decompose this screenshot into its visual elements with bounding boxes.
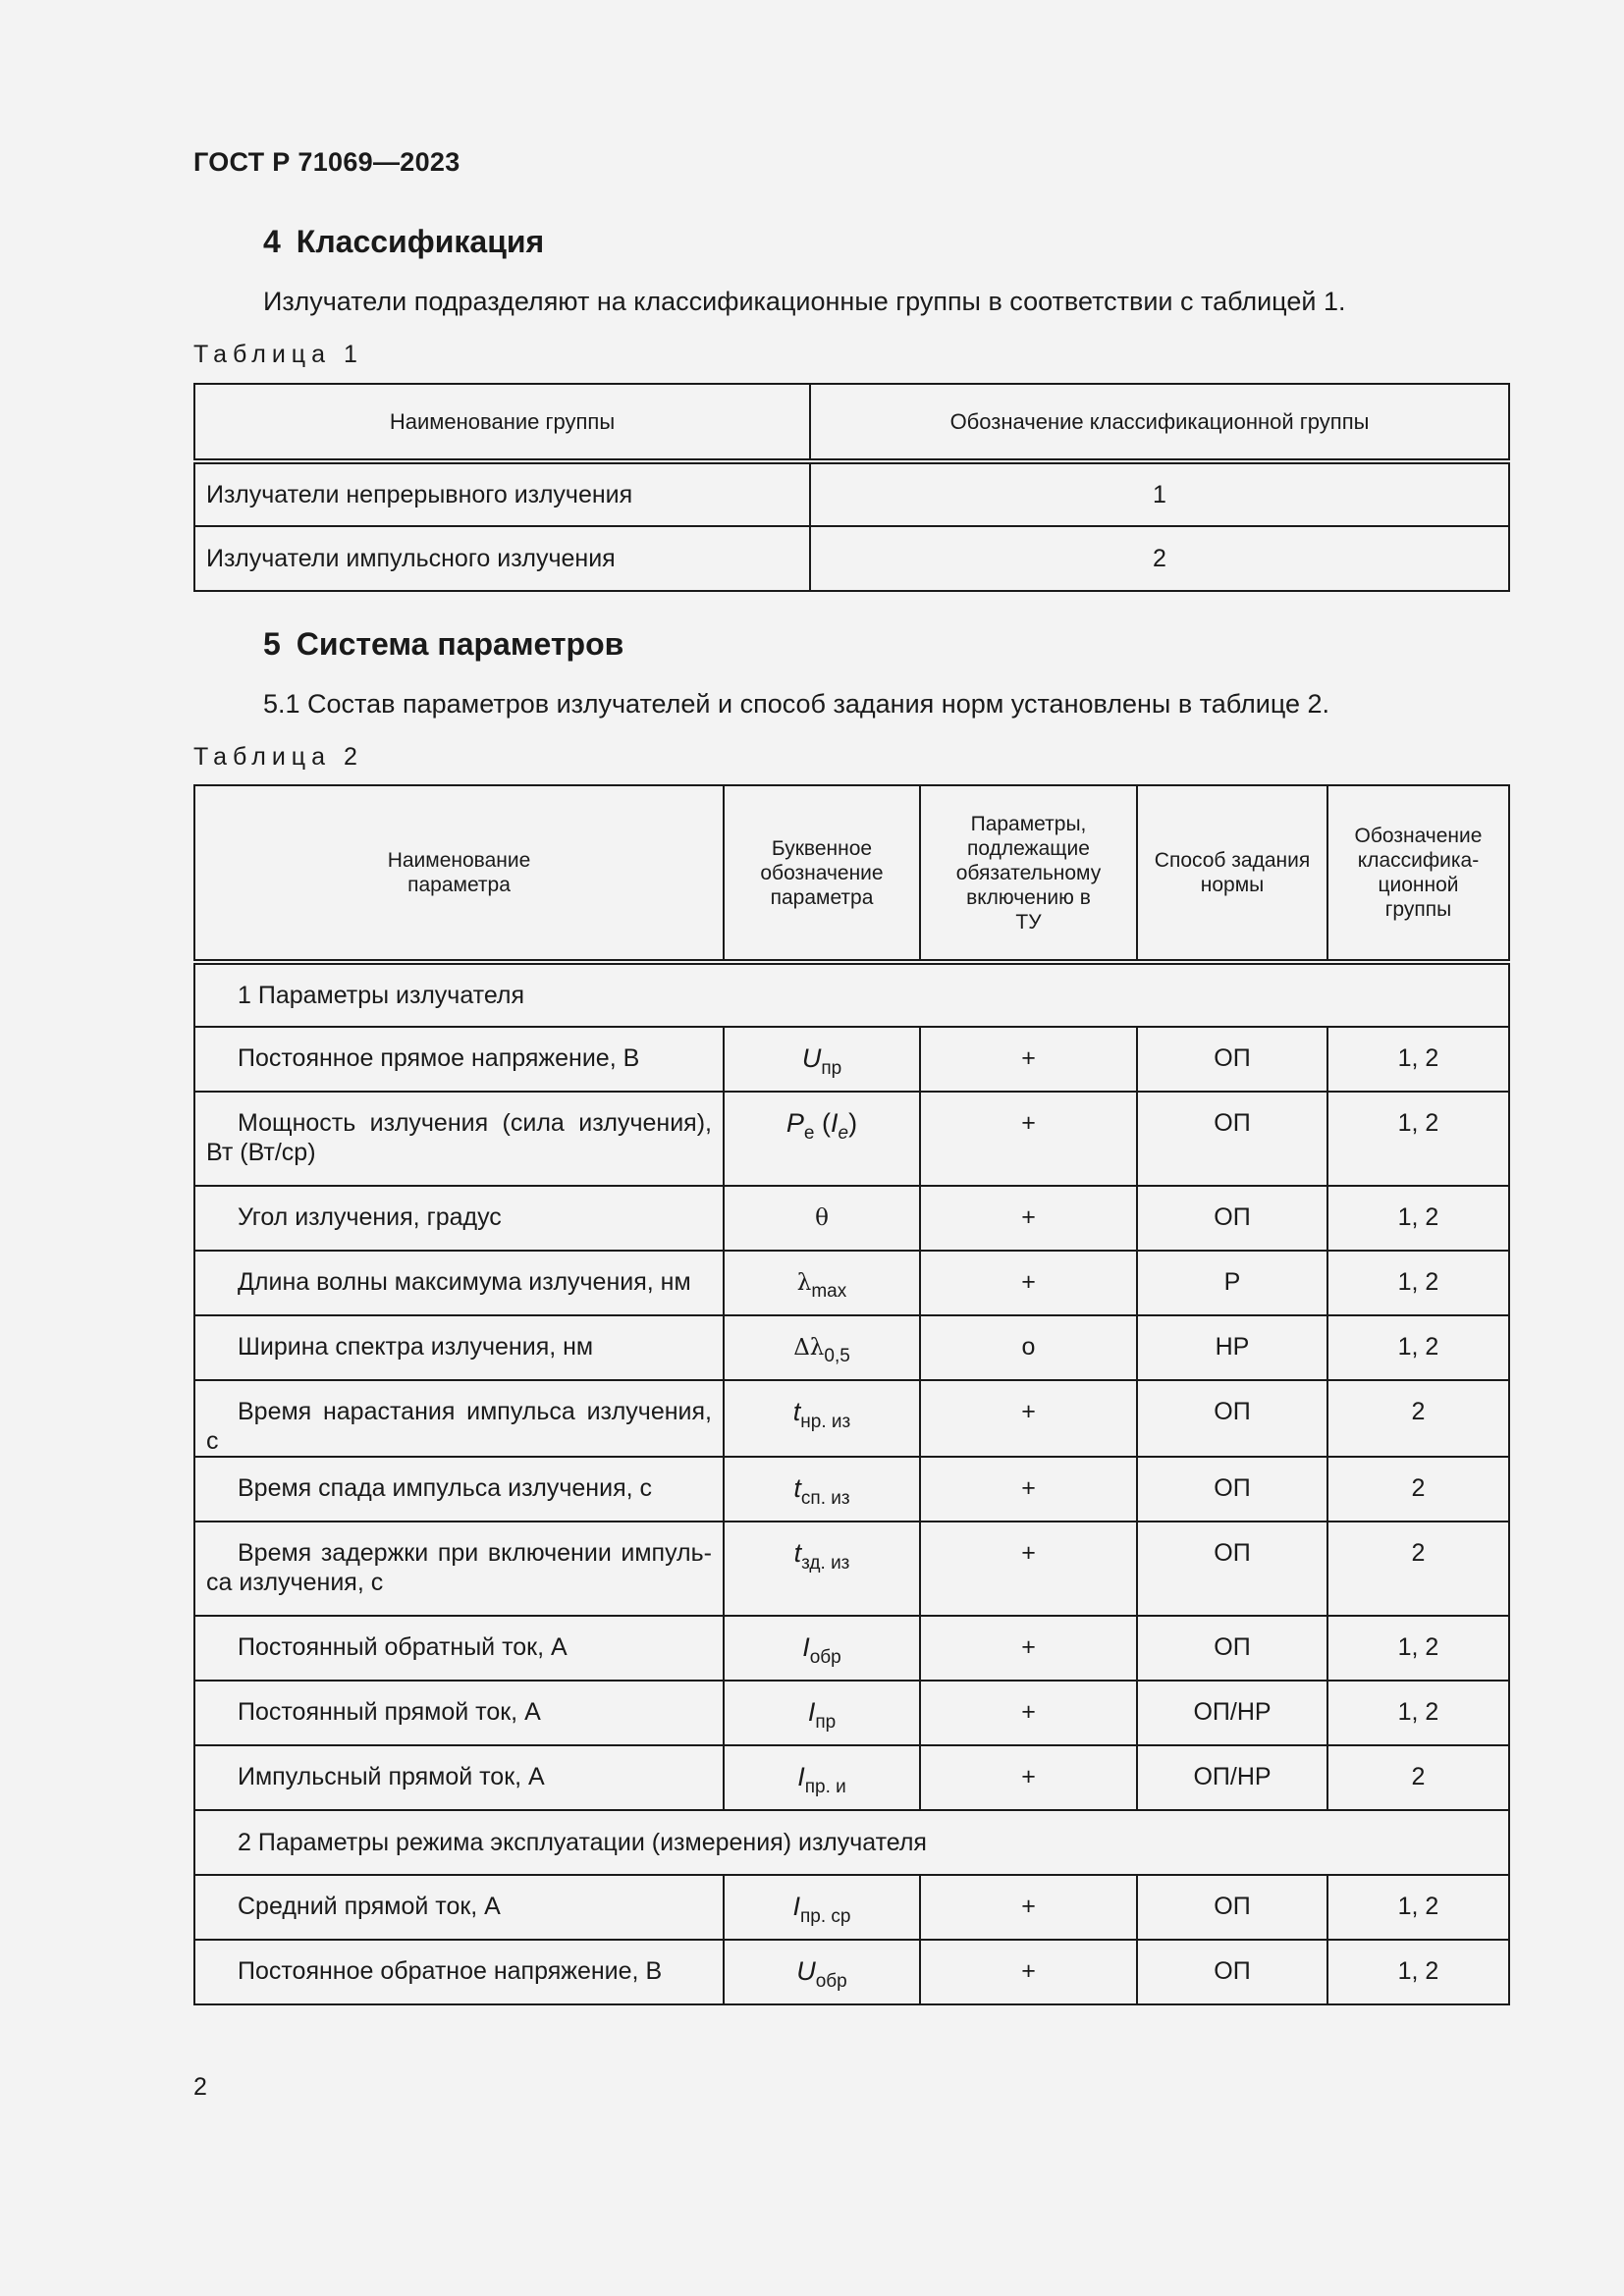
table-header-row <box>194 384 1509 461</box>
symbol-letter <box>801 1043 842 1079</box>
param-symbol <box>725 1252 919 1307</box>
page-number: 2 <box>193 2073 207 2101</box>
table-row <box>194 1092 1509 1186</box>
param-name: Время задержки при включении импуль-са излучения, с <box>206 1539 712 1596</box>
table-row <box>194 1875 1509 1940</box>
header-text: Способ задания нормы <box>1154 849 1311 896</box>
param-name-cell <box>194 1251 724 1315</box>
param-name: Мощность излучения (сила излучения), Вт (Вт/ср) <box>206 1109 712 1166</box>
param-name-cell <box>194 1027 724 1092</box>
param-name-cell <box>194 1745 724 1810</box>
symbol-letter <box>802 1632 841 1668</box>
param-symbol <box>725 1522 919 1578</box>
group-cell <box>1327 1315 1509 1380</box>
norm-method: ОП <box>1214 1633 1251 1661</box>
symbol-subscript: пр <box>815 1712 837 1733</box>
table2-caption: Таблица 2 <box>193 743 363 771</box>
param-name: Угол излучения, градус <box>238 1203 502 1231</box>
required-cell <box>920 1027 1137 1092</box>
method-cell <box>1137 1522 1327 1616</box>
symbol-letter <box>797 1762 846 1797</box>
group-name-cell: Излучатели импульсного излучения <box>194 526 810 591</box>
required-mark: + <box>1021 1698 1036 1726</box>
group-cell <box>1327 1092 1509 1186</box>
classification-group: 2 <box>1411 1763 1426 1790</box>
param-symbol-cell <box>724 1457 920 1522</box>
table-row <box>194 1681 1509 1745</box>
symbol-letter <box>785 1108 815 1144</box>
required-mark: + <box>1021 1763 1036 1790</box>
method-cell <box>1137 1315 1327 1380</box>
method-cell <box>1137 1457 1327 1522</box>
required-cell <box>920 1457 1137 1522</box>
required-cell <box>920 1380 1137 1457</box>
param-name-cell <box>194 1875 724 1940</box>
header-cell <box>1327 785 1509 962</box>
param-name: Средний прямой ток, А <box>238 1893 501 1920</box>
required-cell <box>920 1522 1137 1616</box>
param-symbol <box>725 1381 919 1437</box>
symbol-main: U <box>796 1956 816 1986</box>
symbol-subscript: пр. и <box>804 1777 846 1797</box>
method-cell <box>1137 1092 1327 1186</box>
symbol-subscript: обр <box>809 1647 841 1668</box>
param-symbol <box>725 1187 919 1233</box>
classification-group: 1, 2 <box>1397 1268 1439 1296</box>
param-symbol-cell <box>724 1092 920 1186</box>
param-symbol-cell <box>724 1186 920 1251</box>
required-mark: + <box>1021 1957 1036 1985</box>
table-row <box>194 1940 1509 2004</box>
param-symbol <box>725 1746 919 1802</box>
symbol-letter <box>807 1697 837 1733</box>
norm-method: ОП <box>1214 1398 1251 1425</box>
group-cell <box>1327 1875 1509 1940</box>
header-text: Наименование параметра <box>387 849 531 896</box>
section-number: 5 <box>263 626 281 662</box>
table-row <box>194 1522 1509 1616</box>
symbol-subscript: пр <box>821 1058 842 1079</box>
section-heading-4 <box>263 224 544 260</box>
group-cell <box>1327 1940 1509 2004</box>
param-symbol-cell <box>724 1380 920 1457</box>
table-row <box>194 526 1509 591</box>
required-mark: + <box>1021 1109 1036 1137</box>
table-row <box>194 1457 1509 1522</box>
param-name-cell <box>194 1522 724 1616</box>
group-title-cell <box>194 962 1509 1027</box>
method-cell <box>1137 1940 1327 2004</box>
required-cell <box>920 1681 1137 1745</box>
table-row <box>194 1027 1509 1092</box>
param-name-cell <box>194 1315 724 1380</box>
param-symbol <box>725 1617 919 1673</box>
symbol-main: I <box>797 1762 805 1791</box>
group-cell <box>1327 1186 1509 1251</box>
table-row <box>194 1745 1509 1810</box>
symbol-letter <box>793 1335 850 1366</box>
norm-method: ОП <box>1214 1203 1251 1231</box>
section-heading-5 <box>263 626 623 663</box>
norm-method: ОП <box>1214 1957 1251 1985</box>
required-cell <box>920 1092 1137 1186</box>
required-mark: о <box>1021 1333 1036 1361</box>
header-cell <box>724 785 920 962</box>
param-symbol-cell <box>724 1745 920 1810</box>
classification-group: 1, 2 <box>1397 1044 1439 1072</box>
classification-group: 1, 2 <box>1397 1893 1439 1920</box>
symbol-subscript: e <box>838 1123 849 1144</box>
group-title: 2 Параметры режима эксплуатации (измерения) излучателя <box>238 1829 927 1856</box>
required-cell <box>920 1315 1137 1380</box>
group-title: 1 Параметры излучателя <box>238 982 525 1009</box>
header-cell: Обозначение классификационной группы <box>810 384 1509 461</box>
symbol-secondary: $(I_e)$ <box>814 1108 858 1144</box>
method-cell <box>1137 1875 1327 1940</box>
table-row <box>194 1186 1509 1251</box>
required-mark: + <box>1021 1474 1036 1502</box>
header-text: Параметры, подлежащие обязательному включению в ТУ <box>955 812 1102 934</box>
classification-group: 1, 2 <box>1397 1109 1439 1137</box>
table1-caption: Таблица 1 <box>193 341 363 368</box>
param-symbol-cell <box>724 1027 920 1092</box>
param-name: Время спада импульса излучения, с <box>238 1474 652 1502</box>
param-name-cell <box>194 1186 724 1251</box>
paragraph-parameters: 5.1 Состав параметров излучателей и способ задания норм установлены в таблице 2. <box>263 689 1330 719</box>
param-symbol-cell <box>724 1875 920 1940</box>
group-cell <box>1327 1616 1509 1681</box>
group-cell <box>1327 1522 1509 1616</box>
required-cell <box>920 1616 1137 1681</box>
symbol-subscript: зд. из <box>801 1553 850 1574</box>
norm-method: ОП <box>1214 1109 1251 1137</box>
symbol-letter <box>815 1205 829 1231</box>
norm-method: Р <box>1223 1268 1241 1296</box>
norm-method: ОП <box>1214 1893 1251 1920</box>
norm-method: ОП <box>1214 1474 1251 1502</box>
symbol-main: t <box>793 1473 801 1503</box>
table-group-row <box>194 962 1509 1027</box>
required-cell <box>920 1186 1137 1251</box>
param-name: Длина волны максимума излучения, нм <box>238 1268 691 1296</box>
method-cell <box>1137 1681 1327 1745</box>
group-title-cell <box>194 1810 1509 1875</box>
group-code-cell: 2 <box>810 526 1509 591</box>
classification-group: 1, 2 <box>1397 1957 1439 1985</box>
group-code-cell: 1 <box>810 461 1509 526</box>
param-name: Постоянный обратный ток, А <box>238 1633 568 1661</box>
symbol-main: θ <box>815 1205 829 1231</box>
param-symbol <box>725 1028 919 1084</box>
method-cell <box>1137 1380 1327 1457</box>
param-name: Постоянное обратное напряжение, В <box>238 1957 663 1985</box>
required-cell <box>920 1940 1137 2004</box>
required-mark: + <box>1021 1893 1036 1920</box>
classification-group: 2 <box>1411 1474 1426 1502</box>
symbol-main: I <box>831 1108 839 1138</box>
section-number: 4 <box>263 224 281 259</box>
table-classification-groups <box>193 383 1510 592</box>
group-name-cell: Излучатели непрерывного излучения <box>194 461 810 526</box>
symbol-letter <box>796 1956 847 1992</box>
symbol-subscript: обр <box>815 1971 847 1992</box>
param-symbol <box>725 1941 919 1997</box>
document-code: ГОСТ Р 71069—2023 <box>193 147 460 177</box>
group-cell <box>1327 1380 1509 1457</box>
param-symbol <box>725 1093 919 1148</box>
section-title: Классификация <box>296 224 545 259</box>
required-mark: + <box>1021 1398 1036 1425</box>
param-name: Импульсный прямой ток, А <box>238 1763 545 1790</box>
table-row <box>194 461 1509 526</box>
paragraph-classification: Излучатели подразделяют на классификационные группы в соответствии с таблицей 1. <box>263 287 1346 316</box>
norm-method: ОП <box>1214 1539 1251 1567</box>
param-name: Постоянный прямой ток, А <box>238 1698 541 1726</box>
param-name-cell <box>194 1380 724 1457</box>
symbol-subscript: max <box>811 1281 847 1302</box>
param-name: Постоянное прямое напряжение, В <box>238 1044 640 1072</box>
header-cell <box>194 785 724 962</box>
group-cell <box>1327 1681 1509 1745</box>
param-symbol <box>725 1316 919 1371</box>
required-mark: + <box>1021 1203 1036 1231</box>
classification-group: 2 <box>1411 1398 1426 1425</box>
symbol-letter <box>796 1270 847 1302</box>
symbol-letter <box>793 1538 850 1574</box>
param-symbol <box>725 1458 919 1514</box>
param-symbol-cell <box>724 1522 920 1616</box>
symbol-subscript: 0,5 <box>824 1346 850 1366</box>
required-mark: + <box>1021 1268 1036 1296</box>
header-text: Обозначение классифика-ционной группы <box>1354 825 1483 921</box>
method-cell <box>1137 1745 1327 1810</box>
classification-group: 1, 2 <box>1397 1333 1439 1361</box>
classification-group: 1, 2 <box>1397 1203 1439 1231</box>
symbol-letter <box>792 1397 851 1432</box>
symbol-letter <box>792 1892 851 1927</box>
param-name-cell <box>194 1940 724 2004</box>
param-symbol-cell <box>724 1616 920 1681</box>
header-cell <box>920 785 1137 962</box>
table-row <box>194 1380 1509 1457</box>
method-cell <box>1137 1616 1327 1681</box>
symbol-main: t <box>793 1538 802 1568</box>
param-symbol <box>725 1682 919 1737</box>
required-mark: + <box>1021 1044 1036 1072</box>
classification-group: 1, 2 <box>1397 1698 1439 1726</box>
param-name-cell <box>194 1457 724 1522</box>
header-cell <box>1137 785 1327 962</box>
symbol-main: I <box>792 1892 801 1921</box>
required-cell <box>920 1745 1137 1810</box>
section-title: Система параметров <box>296 626 624 662</box>
norm-method: ОП/НР <box>1193 1763 1272 1790</box>
param-name: Ширина спектра излучения, нм <box>238 1333 594 1361</box>
norm-method: НР <box>1215 1333 1250 1361</box>
norm-method: ОП <box>1214 1044 1251 1072</box>
classification-group: 2 <box>1411 1539 1426 1567</box>
group-cell <box>1327 1745 1509 1810</box>
param-symbol-cell <box>724 1251 920 1315</box>
param-name-cell <box>194 1616 724 1681</box>
symbol-main: λ <box>796 1270 812 1296</box>
required-mark: + <box>1021 1633 1036 1661</box>
param-symbol-cell <box>724 1940 920 2004</box>
symbol-main: P <box>785 1108 804 1138</box>
required-mark: + <box>1021 1539 1036 1567</box>
group-cell <box>1327 1027 1509 1092</box>
param-symbol-cell <box>724 1315 920 1380</box>
table-row <box>194 1315 1509 1380</box>
symbol-main: I <box>807 1697 816 1727</box>
param-symbol-cell <box>724 1681 920 1745</box>
symbol-main: I <box>802 1632 810 1662</box>
norm-method: ОП/НР <box>1193 1698 1272 1726</box>
table-group-row <box>194 1810 1509 1875</box>
header-text: Буквенное обозначение параметра <box>760 836 884 909</box>
param-name-cell <box>194 1092 724 1186</box>
symbol-letter <box>793 1473 850 1509</box>
symbol-subscript: e <box>803 1123 815 1144</box>
symbol-subscript: пр. ср <box>800 1906 851 1927</box>
required-cell <box>920 1251 1137 1315</box>
symbol-subscript: сп. из <box>800 1488 850 1509</box>
method-cell <box>1137 1251 1327 1315</box>
group-cell <box>1327 1457 1509 1522</box>
symbol-main: U <box>801 1043 822 1073</box>
header-cell: Наименование группы <box>194 384 810 461</box>
symbol-subscript: нр. из <box>800 1412 851 1432</box>
param-name: Время нарастания импульса излучения, с <box>206 1398 712 1455</box>
symbol-main: Δλ <box>793 1335 825 1361</box>
param-name-cell <box>194 1681 724 1745</box>
group-cell <box>1327 1251 1509 1315</box>
param-symbol <box>725 1876 919 1932</box>
table-row <box>194 1616 1509 1681</box>
classification-group: 1, 2 <box>1397 1633 1439 1661</box>
method-cell <box>1137 1186 1327 1251</box>
table-parameters <box>193 784 1510 2005</box>
required-cell <box>920 1875 1137 1940</box>
symbol-main: t <box>792 1397 801 1426</box>
table-row <box>194 1251 1509 1315</box>
method-cell <box>1137 1027 1327 1092</box>
table-header-row <box>194 785 1509 962</box>
